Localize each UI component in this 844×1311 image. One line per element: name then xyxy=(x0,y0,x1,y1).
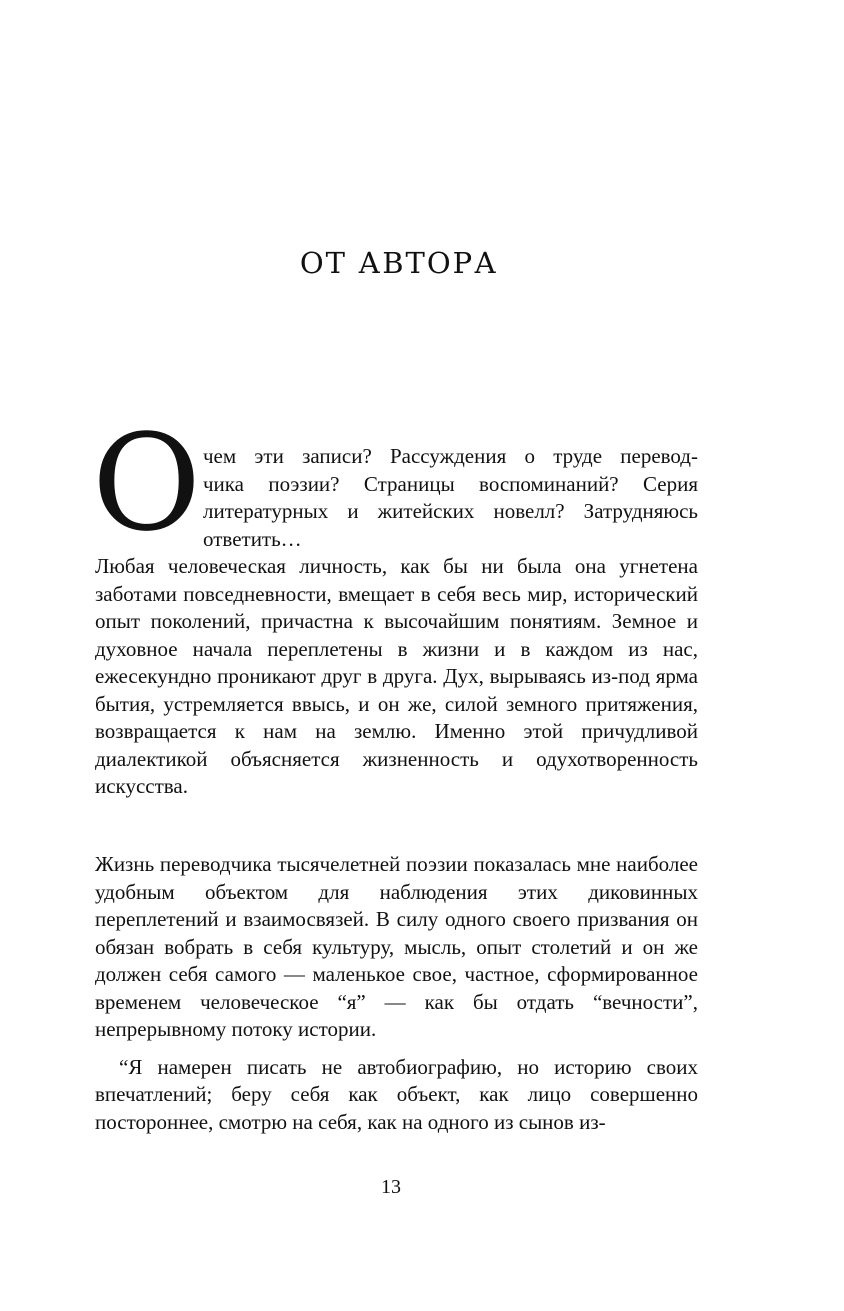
intro-block xyxy=(95,443,698,801)
paragraph: “Я намерен писать не автобиографию, но историю своих впечатлений; беру себя как объект, как лицо совершенно постороннее, смотрю на себя, как на одного из сынов из- xyxy=(95,1054,698,1134)
chapter-title: ОТ АВТОРА xyxy=(299,246,499,280)
intro-line: ответить… xyxy=(203,526,302,551)
drop-cap: О xyxy=(92,407,202,561)
body-text xyxy=(95,851,698,1136)
intro-line: чем эти записи? Рассуждения о труде перевод- xyxy=(203,444,698,468)
page-number: 13 xyxy=(381,1176,401,1198)
intro-line: литературных и житейских новелл? Затрудняюсь xyxy=(203,499,698,523)
paragraph: Жизнь переводчика тысячелетней поэзии показалась мне наиболее удобным объектом для наблюдения этих диковинных переплетений и взаимосвязей. В силу одного своего призвания он обязан вобрать в себя культуру, мысль, опыт столетий и он же должен себя самого — маленькое свое, частное, сформированное временем человеческое “я” — как бы отдать “вечности”, непрерывному потоку истории. xyxy=(95,852,698,1041)
intro-continuation: Любая человеческая личность, как бы ни была она угнетена заботами повседневности, вмещает в себя весь мир, исторический опыт поколений, причастна к высочайшим понятиям. Земное и духовное начала переплетены в жизни и в каждом из нас, ежесекундно проникают друг в друга. Дух, вырываясь из-под ярма бытия, устремляется ввысь, и он же, силой земного притяжения, возвращается к нам на землю. Именно этой причудливой диалектикой объясняется жизненность и одухотворенность искусства. xyxy=(95,554,698,798)
intro-line: чика поэзии? Страницы воспоминаний? Серия xyxy=(203,471,698,496)
